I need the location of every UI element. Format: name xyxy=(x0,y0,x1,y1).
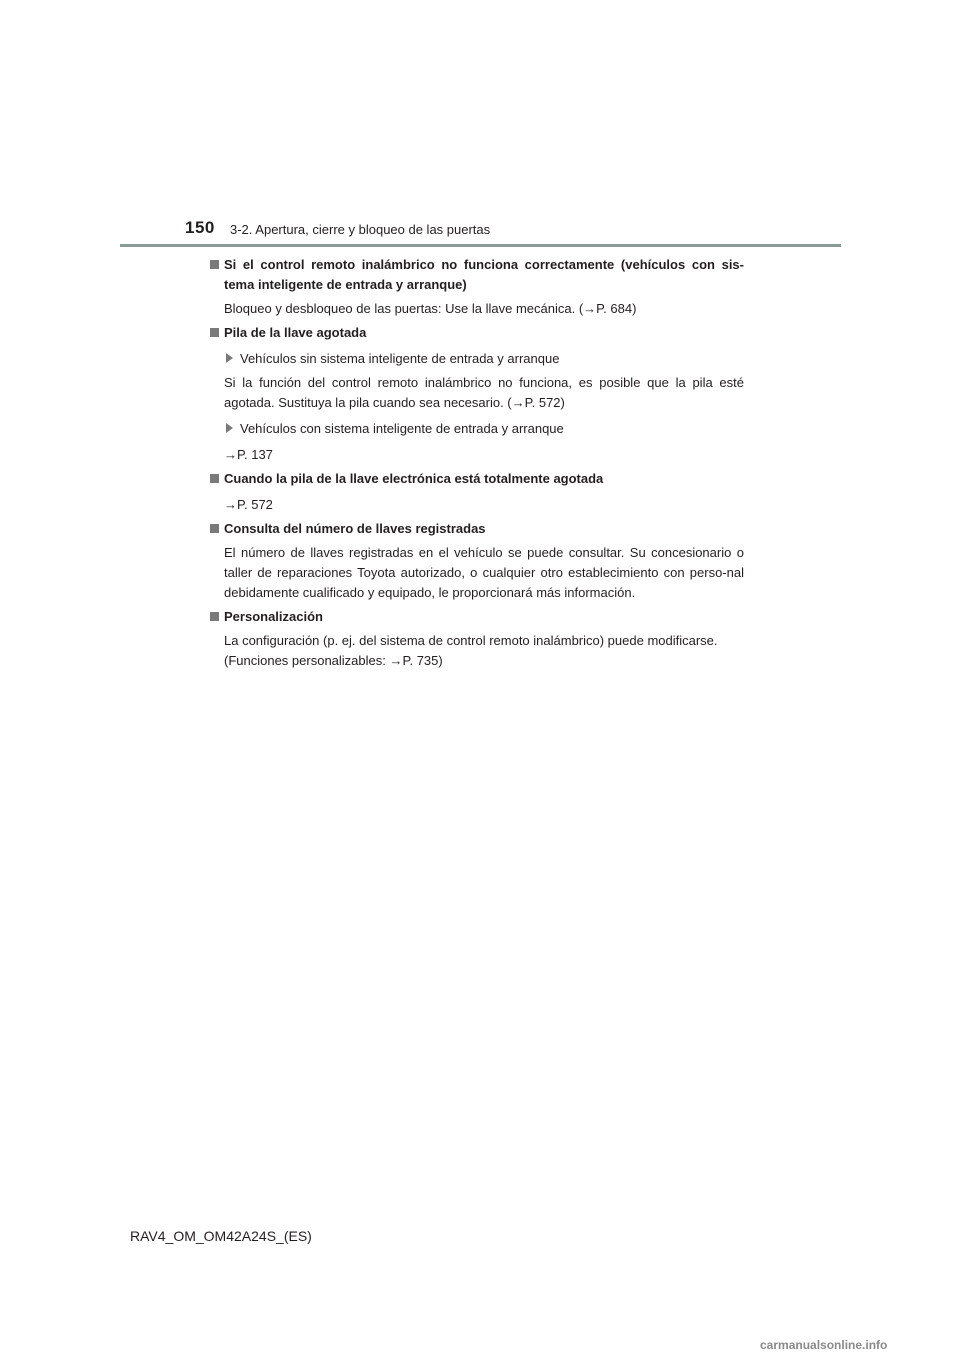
watermark: carmanualsonline.info xyxy=(760,1338,888,1352)
square-bullet-icon xyxy=(210,474,219,483)
heading-registered-keys: Consulta del número de llaves registradas xyxy=(210,519,744,539)
square-bullet-icon xyxy=(210,524,219,533)
page-content xyxy=(210,255,744,671)
triangle-bullet-icon xyxy=(226,423,233,433)
paragraph-remote-malfunction: Bloqueo y desbloqueo de las puertas: Use la llave mecánica. (→P. 684) xyxy=(224,301,637,316)
heading-electronic-key-battery: Cuando la pila de la llave electrónica está totalmente agotada xyxy=(210,469,744,489)
triangle-bullet-icon xyxy=(226,353,233,363)
page-reference-572: →P. 572 xyxy=(224,497,273,512)
customization-line-1: La configuración (p. ej. del sistema de control remoto inalámbrico) puede modificarse. xyxy=(224,633,718,648)
heading-remote-malfunction: Si el control remoto inalámbrico no funciona correctamente (vehículos con sis-tema inteligente de entrada y arranque) xyxy=(210,255,744,295)
heading-battery-depleted: Pila de la llave agotada xyxy=(210,323,744,343)
paragraph-battery-replace: Si la función del control remoto inalámbrico no funciona, es posible que la pila esté agotada. Sustituya la pila cuando sea necesario. (→P. 572) xyxy=(224,375,744,410)
page-reference-137: →P. 137 xyxy=(224,447,273,462)
footer-doc-code: RAV4_OM_OM42A24S_(ES) xyxy=(130,1228,312,1244)
subheading-without-smart-entry: Vehículos sin sistema inteligente de entrada y arranque xyxy=(210,349,744,369)
section-title: 3-2. Apertura, cierre y bloqueo de las puertas xyxy=(230,222,491,237)
paragraph-customization xyxy=(210,631,744,671)
subheading-with-smart-entry: Vehículos con sistema inteligente de entrada y arranque xyxy=(210,419,744,439)
paragraph-registered-keys: El número de llaves registradas en el vehículo se puede consultar. Su concesionario o taller de reparaciones Toyota autorizado, o cualquier otro establecimiento con perso-nal debidamente cualificado y equipado, le proporcionará más información. xyxy=(224,545,744,600)
square-bullet-icon xyxy=(210,260,219,269)
customization-line-2: (Funciones personalizables: →P. 735) xyxy=(224,653,443,668)
heading-customization: Personalización xyxy=(210,607,744,627)
square-bullet-icon xyxy=(210,612,219,621)
square-bullet-icon xyxy=(210,328,219,337)
page-number: 150 xyxy=(185,218,215,237)
header-rule xyxy=(120,244,841,247)
